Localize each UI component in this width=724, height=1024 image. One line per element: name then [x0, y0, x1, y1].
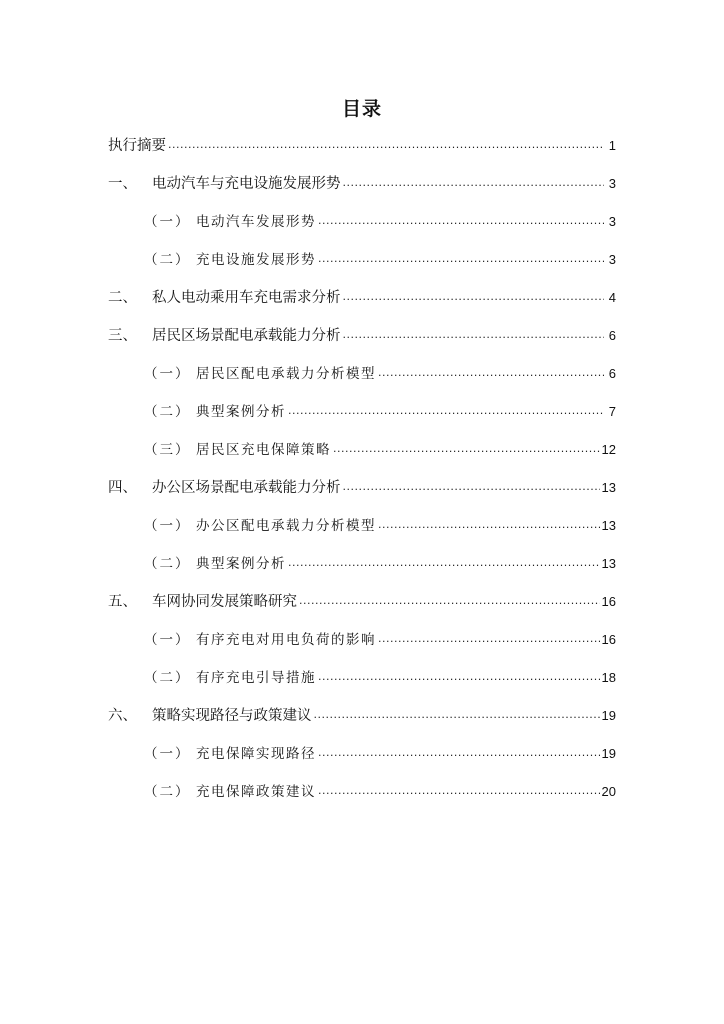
toc-entry-page: 3: [608, 214, 616, 229]
toc-entry-label: 办公区配电承载力分析模型: [196, 518, 376, 534]
toc-entry-label: 有序充电对用电负荷的影响: [196, 632, 376, 648]
toc-entry-label: 居民区场景配电承载能力分析: [152, 328, 341, 344]
toc-entry-label: 有序充电引导措施: [196, 670, 316, 686]
toc-entry[interactable]: [108, 132, 616, 170]
toc-leader-dots: [378, 364, 604, 378]
toc-entry-label: 电动汽车发展形势: [196, 214, 316, 230]
toc-leader-dots: [318, 668, 600, 682]
toc-entry-label: 居民区配电承载力分析模型: [196, 366, 376, 382]
toc-entry-label: 办公区场景配电承载能力分析: [152, 480, 341, 496]
toc-entry-page: 3: [608, 252, 616, 267]
toc-entry-page: 19: [601, 708, 616, 723]
toc-entry-label: 电动汽车与充电设施发展形势: [152, 176, 341, 192]
toc-entry[interactable]: [108, 170, 616, 208]
toc-leader-dots: [333, 440, 600, 454]
toc-entry[interactable]: [108, 474, 616, 512]
toc-entry[interactable]: [108, 588, 616, 626]
toc-leader-dots: [343, 326, 605, 340]
toc-subentry[interactable]: [108, 778, 616, 816]
toc-entry-number: 六、: [108, 708, 137, 724]
toc-entry-number: （三）: [144, 442, 191, 458]
toc-entry-number: （二）: [144, 404, 191, 420]
toc-entry-number: 三、: [108, 328, 137, 344]
toc-leader-dots: [299, 592, 600, 606]
toc-entry-number: 四、: [108, 480, 137, 496]
toc-entry-page: 1: [608, 138, 616, 153]
toc-entry[interactable]: [108, 322, 616, 360]
toc-entry-number: （二）: [144, 252, 191, 268]
toc-entry-label: 充电设施发展形势: [196, 252, 316, 268]
toc-entry-page: 13: [601, 556, 616, 571]
toc-subentry[interactable]: [108, 246, 616, 284]
toc-leader-dots: [318, 744, 600, 758]
toc-leader-dots: [288, 402, 604, 416]
toc-entry-page: 12: [601, 442, 616, 457]
toc-entry-page: 18: [601, 670, 616, 685]
toc-entry-label: 策略实现路径与政策建议: [152, 708, 312, 724]
toc-entry-page: 4: [608, 290, 616, 305]
toc-list: [108, 132, 616, 816]
toc-entry-label: 典型案例分析: [196, 404, 286, 420]
toc-entry[interactable]: [108, 284, 616, 322]
toc-entry-page: 7: [608, 404, 616, 419]
toc-entry-page: 20: [601, 784, 616, 799]
toc-subentry[interactable]: [108, 550, 616, 588]
toc-leader-dots: [318, 782, 600, 796]
toc-leader-dots: [288, 554, 600, 568]
toc-leader-dots: [378, 630, 600, 644]
toc-subentry[interactable]: [108, 664, 616, 702]
toc-subentry[interactable]: [108, 398, 616, 436]
toc-leader-dots: [343, 174, 605, 188]
toc-entry-page: 13: [601, 518, 616, 533]
toc-leader-dots: [314, 706, 600, 720]
toc-entry-number: 一、: [108, 176, 137, 192]
toc-entry-number: 五、: [108, 594, 137, 610]
toc-entry-number: （二）: [144, 556, 191, 572]
toc-leader-dots: [378, 516, 600, 530]
toc-leader-dots: [343, 478, 600, 492]
toc-subentry[interactable]: [108, 208, 616, 246]
toc-subentry[interactable]: [108, 512, 616, 550]
toc-entry-number: （二）: [144, 784, 191, 800]
toc-entry-number: （一）: [144, 214, 191, 230]
toc-entry-label: 充电保障实现路径: [196, 746, 316, 762]
toc-leader-dots: [168, 136, 604, 150]
toc-leader-dots: [318, 212, 604, 226]
toc-entry-page: 16: [601, 632, 616, 647]
toc-entry-page: 3: [608, 176, 616, 191]
toc-subentry[interactable]: [108, 740, 616, 778]
toc-subentry[interactable]: [108, 360, 616, 398]
toc-title: 目录: [341, 98, 382, 120]
toc-entry-page: 6: [608, 328, 616, 343]
toc-entry-page: 19: [601, 746, 616, 761]
toc-entry-page: 6: [608, 366, 616, 381]
toc-entry-number: （一）: [144, 632, 191, 648]
toc-entry-page: 16: [601, 594, 616, 609]
toc-entry-label: 私人电动乘用车充电需求分析: [152, 290, 341, 306]
toc-entry-number: （二）: [144, 670, 191, 686]
toc-subentry[interactable]: [108, 626, 616, 664]
toc-entry-label: 车网协同发展策略研究: [152, 594, 297, 610]
toc-subentry[interactable]: [108, 436, 616, 474]
toc-entry-number: （一）: [144, 746, 191, 762]
toc-entry-number: 二、: [108, 290, 137, 306]
toc-entry-label: 执行摘要: [108, 138, 166, 154]
toc-leader-dots: [318, 250, 604, 264]
toc-entry-page: 13: [601, 480, 616, 495]
toc-entry[interactable]: [108, 702, 616, 740]
toc-entry-number: （一）: [144, 366, 191, 382]
toc-leader-dots: [343, 288, 605, 302]
toc-entry-label: 典型案例分析: [196, 556, 286, 572]
toc-entry-number: （一）: [144, 518, 191, 534]
toc-entry-label: 居民区充电保障策略: [196, 442, 331, 458]
toc-entry-label: 充电保障政策建议: [196, 784, 316, 800]
